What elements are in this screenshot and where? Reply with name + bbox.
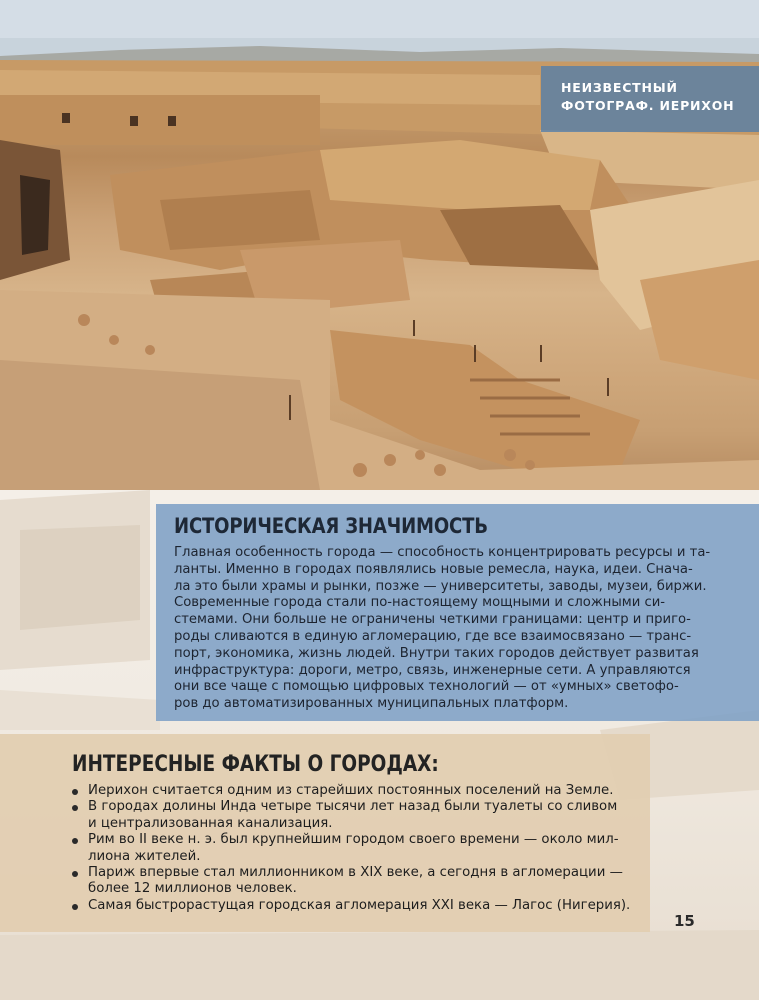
interesting-facts-title: ИНТЕРЕСНЫЕ ФАКТЫ О ГОРОДАХ: <box>72 752 439 777</box>
photo-caption <box>541 66 759 132</box>
historical-significance-title: ИСТОРИЧЕСКАЯ ЗНАЧИМОСТЬ <box>174 514 488 538</box>
fact-line: более 12 миллионов человек. <box>88 881 297 897</box>
fact-line: и централизованная канализация. <box>88 815 333 831</box>
bullet-icon <box>72 871 78 877</box>
fact-item <box>72 799 650 832</box>
fact-item <box>72 898 650 914</box>
paragraph-line: инфраструктура: дороги, метро, связь, инженерные сети. А управляются <box>174 662 691 678</box>
bullet-icon <box>72 805 78 811</box>
caption-line-1: НЕИЗВЕСТНЫЙ <box>561 80 678 95</box>
paragraph-line: роды сливаются в единую агломерацию, где все взаимосвязано — транс- <box>174 628 692 644</box>
fact-item <box>72 832 650 865</box>
paragraph-line: они все чаще с помощью цифровых технологий — от «умных» светофо- <box>174 679 679 695</box>
jericho-ruins-photo <box>0 0 759 490</box>
fact-item <box>72 783 650 799</box>
historical-significance-text <box>174 545 739 713</box>
fact-line: В городах долины Инда четыре тысячи лет назад были туалеты со сливом <box>88 799 618 815</box>
fact-line: лиона жителей. <box>88 848 201 864</box>
paragraph-line: ров до автоматизированных муниципальных платформ. <box>174 696 569 712</box>
fact-line: Самая быстрорастущая городская агломерация XXI века — Лагос (Нигерия). <box>88 897 631 913</box>
paragraph-line: стемами. Они больше не ограничены четкими границами: центр и приго- <box>174 612 691 628</box>
paragraph-line: Современные города стали по-настоящему мощными и сложными си- <box>174 595 666 611</box>
historical-significance-panel <box>156 504 759 721</box>
bullet-icon <box>72 904 78 910</box>
interesting-facts-panel <box>0 734 650 932</box>
page-number: 15 <box>674 912 695 930</box>
paragraph-line: Главная особенность города — способность концентрировать ресурсы и та- <box>174 545 711 560</box>
bullet-icon <box>72 789 78 795</box>
paragraph-line: порт, экономика, жизнь людей. Внутри таких городов действует развитая <box>174 645 699 661</box>
paragraph-line: ла это были храмы и рынки, позже — университеты, заводы, музеи, биржи. <box>174 578 707 594</box>
fact-item <box>72 865 650 898</box>
caption-line-2: ФОТОГРАФ. ИЕРИХОН <box>561 98 735 113</box>
fact-line: Иерихон считается одним из старейших постоянных поселений на Земле. <box>88 783 614 798</box>
paragraph-line: ланты. Именно в городах появлялись новые ремесла, наука, идеи. Снача- <box>174 561 693 577</box>
fact-line: Рим во II веке н. э. был крупнейшим городом своего времени — около мил- <box>88 832 619 848</box>
facts-list <box>72 783 650 914</box>
bullet-icon <box>72 838 78 844</box>
fact-line: Париж впервые стал миллионником в XIX веке, а сегодня в агломерации — <box>88 865 623 881</box>
